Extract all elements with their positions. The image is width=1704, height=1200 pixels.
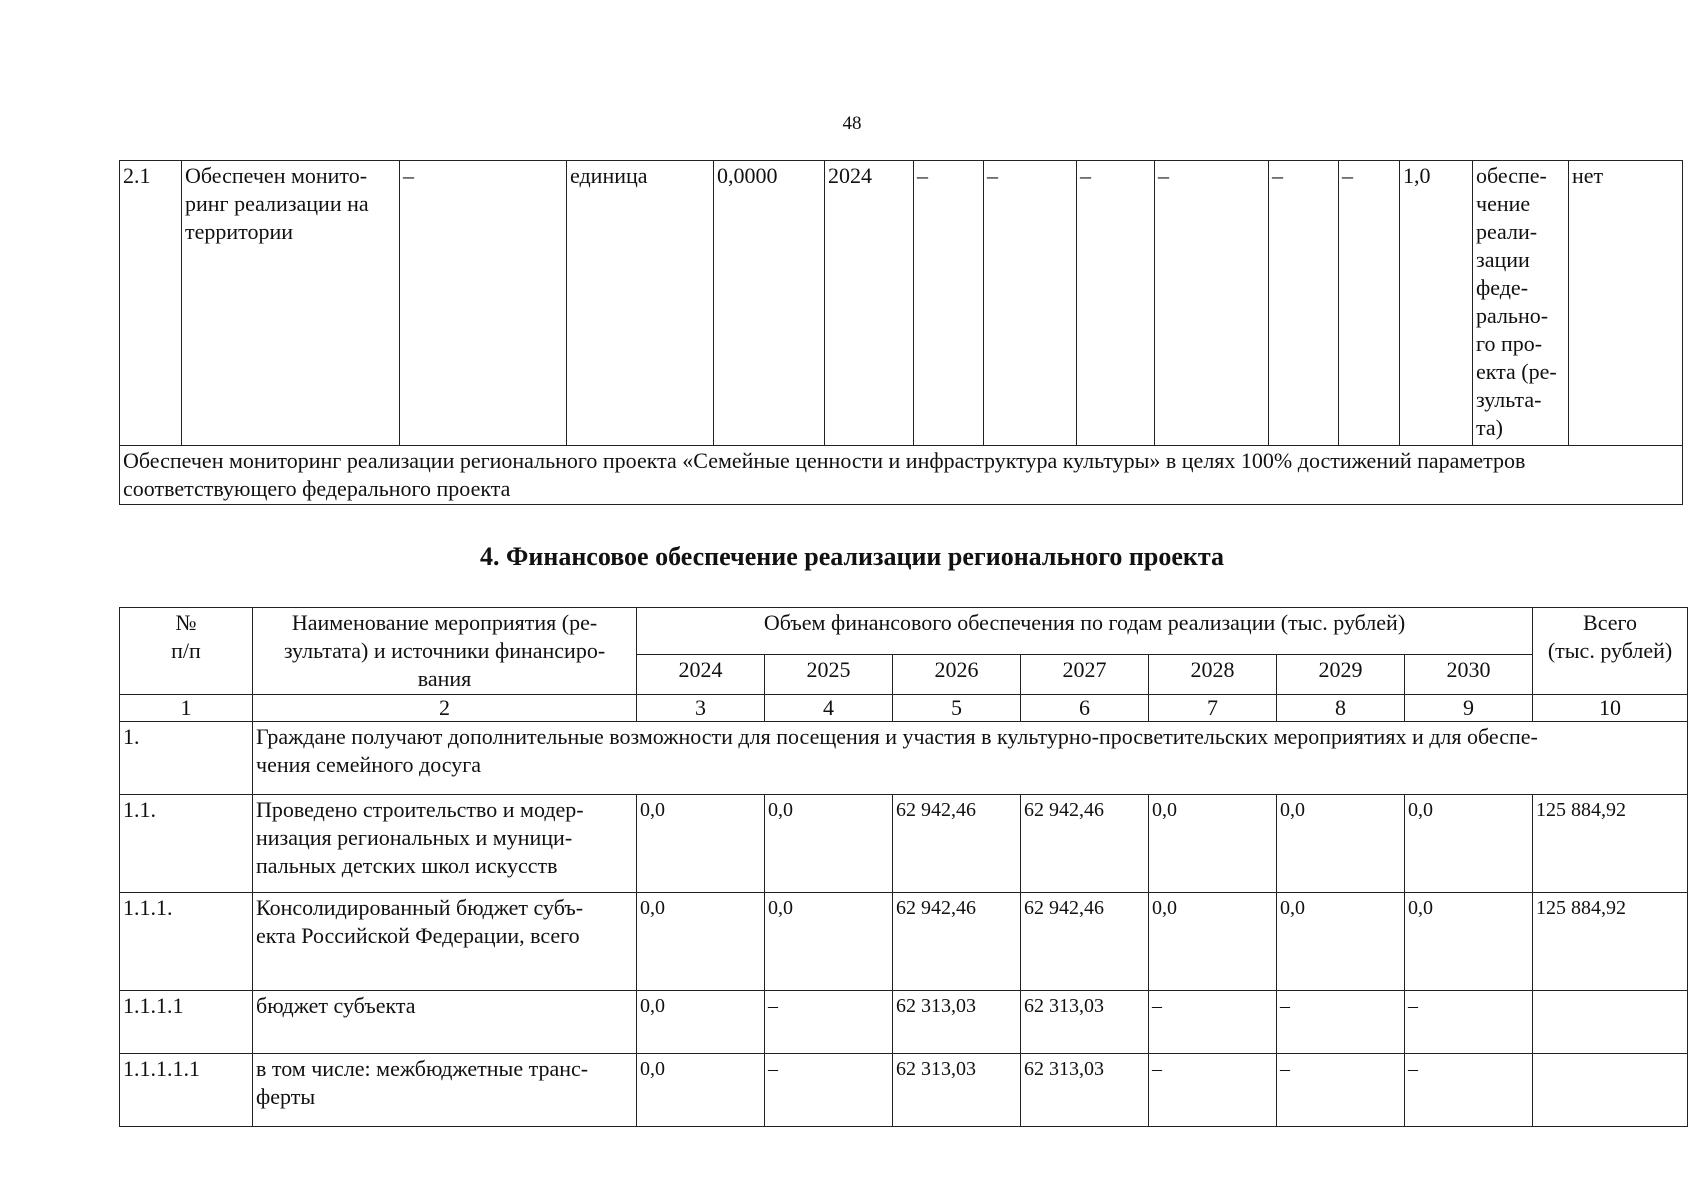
- row-number: 2.1: [120, 161, 182, 446]
- value-cell: 62 313,03: [893, 991, 1021, 1054]
- total-cell: 125 884,92: [1533, 893, 1688, 991]
- row-number: 1.1.: [120, 795, 253, 893]
- column-number: 1: [120, 695, 253, 722]
- description-cell: Обеспечен мониторинг реализации регионального проекта «Семейные ценности и инфраструктура культуры» в целях 100% достижений параметров соответствующего федерального проекта: [120, 446, 1683, 505]
- header-year: 2030: [1405, 654, 1533, 694]
- value-cell: 62 942,46: [893, 893, 1021, 991]
- table-cell: –: [1269, 161, 1339, 446]
- total-cell: 125 884,92: [1533, 795, 1688, 893]
- column-numbers-row: [120, 695, 1688, 722]
- indicator-name: Обеспечен монито- ринг реализации на территории: [182, 161, 400, 446]
- value-cell: 62 942,46: [1021, 795, 1149, 893]
- total-cell: [1533, 1054, 1688, 1127]
- page-number: 48: [842, 113, 862, 134]
- value-cell: 0,0: [765, 795, 893, 893]
- table-row: [120, 446, 1683, 505]
- base-value-cell: 0,0000: [714, 161, 825, 446]
- header-num: № п/п: [120, 608, 253, 695]
- table-cell: 1,0: [1400, 161, 1473, 446]
- value-cell: 0,0: [765, 893, 893, 991]
- table-row: [120, 893, 1688, 991]
- value-cell: –: [1277, 1054, 1405, 1127]
- value-cell: 62 313,03: [1021, 991, 1149, 1054]
- header-year: 2026: [893, 654, 1021, 694]
- value-cell: –: [1149, 1054, 1277, 1127]
- table-cell: –: [1339, 161, 1400, 446]
- value-cell: –: [1149, 991, 1277, 1054]
- row-name: бюджет субъекта: [253, 991, 637, 1054]
- group-title: Граждане получают дополнительные возможности для посещения и участия в культурно-просветительских мероприятиях и для обеспе- чения семейного досуга: [253, 722, 1688, 795]
- header-year: 2027: [1021, 654, 1149, 694]
- value-cell: 0,0: [637, 991, 765, 1054]
- column-number: 9: [1405, 695, 1533, 722]
- value-cell: 0,0: [1405, 795, 1533, 893]
- row-name: в том числе: межбюджетные транс- ферты: [253, 1054, 637, 1127]
- column-number: 7: [1149, 695, 1277, 722]
- indicators-table: [119, 160, 1683, 505]
- group-row: [120, 722, 1688, 795]
- table-cell: –: [400, 161, 567, 446]
- column-number: 5: [893, 695, 1021, 722]
- value-cell: 0,0: [637, 893, 765, 991]
- value-cell: 0,0: [1405, 893, 1533, 991]
- value-cell: 62 313,03: [1021, 1054, 1149, 1127]
- column-number: 6: [1021, 695, 1149, 722]
- value-cell: –: [1405, 1054, 1533, 1127]
- row-name: Проведено строительство и модер- низация региональных и муници- пальных детских школ искусств: [253, 795, 637, 893]
- row-name: Консолидированный бюджет субъ- екта Российской Федерации, всего: [253, 893, 637, 991]
- header-total: Всего (тыс. рублей): [1533, 608, 1688, 695]
- table-cell: обеспе- чение реали- зации феде- рально- го про- екта (ре- зульта- та): [1473, 161, 1569, 446]
- section-title: 4. Финансовое обеспечение реализации регионального проекта: [480, 542, 1224, 571]
- unit-cell: единица: [567, 161, 714, 446]
- table-row: [120, 795, 1688, 893]
- value-cell: 0,0: [1277, 795, 1405, 893]
- value-cell: 0,0: [637, 1054, 765, 1127]
- header-year: 2029: [1277, 654, 1405, 694]
- column-number: 3: [637, 695, 765, 722]
- header-year: 2025: [765, 654, 893, 694]
- value-cell: –: [765, 991, 893, 1054]
- table-row: [120, 1054, 1688, 1127]
- column-number: 8: [1277, 695, 1405, 722]
- column-number: 2: [253, 695, 637, 722]
- value-cell: –: [765, 1054, 893, 1127]
- base-year-cell: 2024: [825, 161, 914, 446]
- column-number: 10: [1533, 695, 1688, 722]
- total-cell: [1533, 991, 1688, 1054]
- value-cell: –: [1405, 991, 1533, 1054]
- table-cell: нет: [1569, 161, 1683, 446]
- column-number: 4: [765, 695, 893, 722]
- table-cell: –: [1155, 161, 1269, 446]
- financing-table: [119, 607, 1688, 1127]
- header-volume: Объем финансового обеспечения по годам реализации (тыс. рублей): [637, 608, 1533, 655]
- value-cell: 0,0: [637, 795, 765, 893]
- row-number: 1.1.1.1: [120, 991, 253, 1054]
- header-year: 2024: [637, 654, 765, 694]
- value-cell: 62 942,46: [1021, 893, 1149, 991]
- header-year: 2028: [1149, 654, 1277, 694]
- table-cell: –: [1077, 161, 1155, 446]
- table-row: [120, 161, 1683, 446]
- header-name: Наименование мероприятия (ре- зультата) и источники финансиро- вания: [253, 608, 637, 695]
- value-cell: 62 942,46: [893, 795, 1021, 893]
- row-number: 1.1.1.1.1: [120, 1054, 253, 1127]
- value-cell: 62 313,03: [893, 1054, 1021, 1127]
- row-number: 1.1.1.: [120, 893, 253, 991]
- value-cell: 0,0: [1149, 795, 1277, 893]
- table-cell: –: [914, 161, 984, 446]
- group-number: 1.: [120, 722, 253, 795]
- table-cell: –: [984, 161, 1077, 446]
- value-cell: –: [1277, 991, 1405, 1054]
- header-row: [120, 608, 1688, 655]
- value-cell: 0,0: [1149, 893, 1277, 991]
- table-row: [120, 991, 1688, 1054]
- value-cell: 0,0: [1277, 893, 1405, 991]
